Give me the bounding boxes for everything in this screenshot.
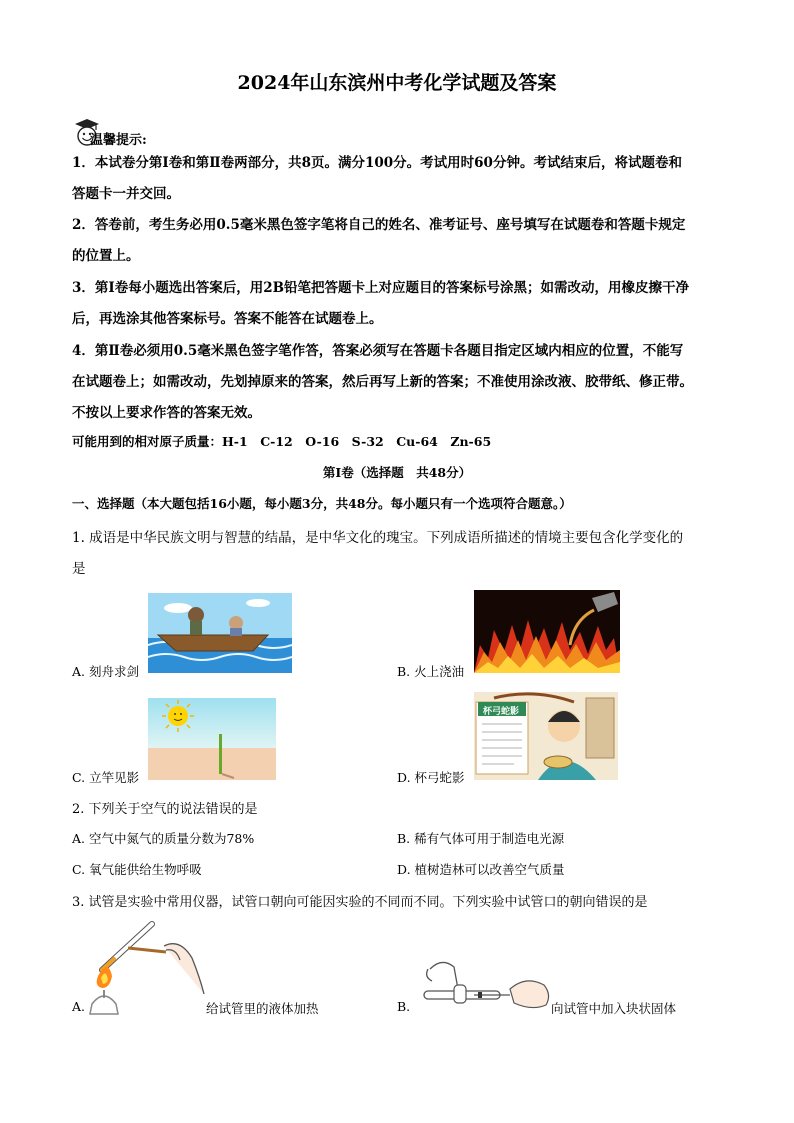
notice-line-4: 的位置上。 — [72, 248, 140, 264]
notice-line-3: 2．答卷前，考生务必用0.5毫米黑色签字笔将自己的姓名、准考证号、座号填写在试题卷和答题卡规定 — [72, 217, 686, 233]
notice-line-9: 不按以上要求作答的答案无效。 — [72, 405, 261, 421]
notice-line-8: 在试题卷上；如需改动，先划掉原来的答案，然后再写上新的答案；不准使用涂改液、胶带纸、修正带。 — [72, 374, 693, 390]
q1-image-fire — [474, 590, 620, 673]
q3-option-a-text: 给试管里的液体加热 — [206, 1001, 319, 1016]
atomic-mass-line: 可能用到的相对原子质量：H-1 C-12 O-16 S-32 Cu-64 Zn-65 — [72, 434, 492, 449]
notice-line-1: 1．本试卷分第Ⅰ卷和第Ⅱ卷两部分，共8页。满分100分。考试用时60分钟。考试结束后，将试题卷和 — [72, 155, 682, 171]
q3-image-heating-liquid — [88, 918, 208, 1018]
q1-image-cup-bow-caption: 杯弓蛇影 — [483, 707, 520, 717]
q2-option-a: A. 空气中氮气的质量分数为78% — [72, 831, 255, 846]
page-title: 2024年山东滨州中考化学试题及答案 — [237, 72, 557, 94]
q1-option-c: C. 立竿见影 — [72, 770, 140, 785]
notice-line-2: 答题卡一并交回。 — [72, 186, 180, 202]
q1-option-a: A. 刻舟求剑 — [72, 664, 139, 679]
q3-stem: 3. 试管是实验中常用仪器，试管口朝向可能因实验的不同而不同。下列实验中试管口的朝向错误的是 — [72, 895, 648, 910]
q3-image-adding-solid — [414, 955, 554, 1015]
notice-line-5: 3．第Ⅰ卷每小题选出答案后，用2B铅笔把答题卡上对应题目的答案标号涂黑；如需改动，用橡皮擦干净 — [72, 280, 690, 296]
q2-option-d: D. 植树造林可以改善空气质量 — [397, 862, 565, 877]
q3-option-b-text: 向试管中加入块状固体 — [551, 1001, 677, 1016]
q2-option-b: B. 稀有气体可用于制造电光源 — [397, 831, 565, 846]
q1-option-b: B. 火上浇油 — [397, 664, 465, 679]
section1-heading: 一、选择题（本大题包括16小题，每小题3分，共48分。每小题只有一个选项符合题意。） — [72, 496, 572, 511]
q3-option-b-label: B. — [397, 999, 411, 1014]
notice-label: 温馨提示: — [90, 133, 147, 148]
q3-option-a-label: A. — [72, 999, 86, 1014]
q1-image-cup-bow — [474, 692, 618, 780]
notice-line-7: 4．第Ⅱ卷必须用0.5毫米黑色签字笔作答，答案必须写在答题卡各题目指定区域内相应的位置，不能写 — [72, 343, 684, 359]
q2-option-c: C. 氧气能供给生物呼吸 — [72, 862, 202, 877]
q1-image-boat — [148, 593, 292, 673]
q1-stem-line1: 1. 成语是中华民族文明与智慧的结晶，是中华文化的瑰宝。下列成语所描述的情境主要包含化学变化的 — [72, 530, 684, 546]
q2-stem: 2. 下列关于空气的说法错误的是 — [72, 802, 258, 817]
q1-option-d: D. 杯弓蛇影 — [397, 770, 465, 785]
part1-title: 第Ⅰ卷（选择题 共48分） — [322, 465, 472, 480]
notice-header — [72, 122, 192, 150]
q1-stem-line2: 是 — [72, 561, 86, 577]
notice-line-6: 后，再选涂其他答案标号。答案不能答在试题卷上。 — [72, 311, 383, 327]
q1-image-pole — [148, 698, 276, 780]
